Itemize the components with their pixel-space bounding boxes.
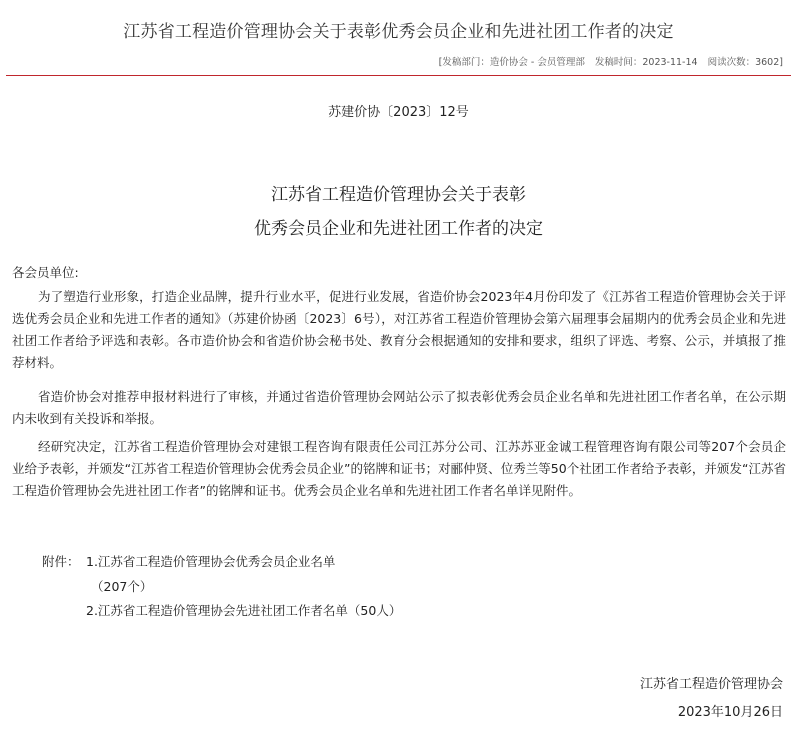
- attachment-item-2: 2.江苏省工程造价管理协会先进社团工作者名单（50人）: [86, 603, 402, 618]
- attachments-label: 附件：: [42, 554, 80, 569]
- body-paragraph: 为了塑造行业形象，打造企业品牌，提升行业水平，促进行业发展，省造价协会2023年4月份印发了《江苏省工程造价管理协会关于评选优秀会员企业和先进工作者的通知》（苏建价协函〔2023〕6号），对江苏省工程造价管理协会第六届理事会届期内的优秀会员企业和先进社团工作者给予评选和表彰。各市造价协会和省造价协会秘书处、教育分会根据通知的安排和要求，组织了评选、考察、公示，并填报了推荐材料。: [12, 289, 786, 370]
- meta-dept-value: 造价协会 - 会员管理部: [489, 57, 585, 68]
- article-meta: [439, 56, 783, 70]
- meta-views-label: 阅读次数：: [707, 57, 756, 68]
- salutation: 各会员单位:: [12, 265, 79, 280]
- document-heading-line-1: 江苏省工程造价管理协会关于表彰: [271, 185, 526, 205]
- body-paragraph: 经研究决定，江苏省工程造价管理协会对建银工程咨询有限责任公司江苏分公司、江苏苏亚金诚工程管理咨询有限公司等207个会员企业给予表彰，并颁发“江苏省工程造价管理协会优秀会员企业”的铭牌和证书；对郦仲贤、位秀兰等50个社团工作者给予表彰，并颁发“江苏省工程造价管理协会先进社团工作者”的铭牌和证书。优秀会员企业名单和先进社团工作者名单详见附件。: [12, 439, 786, 498]
- body-paragraph: 省造价协会对推荐申报材料进行了审核，并通过省造价管理协会网站公示了拟表彰优秀会员企业名单和先进社团工作者名单，在公示期内未收到有关投诉和举报。: [12, 389, 786, 426]
- meta-date-value: 2023-11-14: [642, 57, 698, 68]
- document-heading-line-2: 优秀会员企业和先进社团工作者的决定: [254, 219, 543, 239]
- title-divider: [6, 75, 791, 76]
- meta-dept-label: 发稿部门：: [442, 57, 490, 68]
- meta-date-label: 发稿时间：: [594, 57, 643, 68]
- meta-open-bracket: [: [438, 57, 443, 68]
- meta-close-bracket: ]: [779, 57, 783, 68]
- attachment-item-1: 1.江苏省工程造价管理协会优秀会员企业名单: [86, 554, 336, 569]
- page-title: 江苏省工程造价管理协会关于表彰优秀会员企业和先进社团工作者的决定: [123, 22, 674, 42]
- document-number: 苏建价协〔2023〕12号: [328, 105, 469, 120]
- signature-date: 2023年10月26日: [677, 705, 783, 720]
- signature-organization: 江苏省工程造价管理协会: [639, 677, 783, 692]
- attachment-item-1-count: （207个）: [91, 579, 153, 594]
- meta-views-value: 3602: [755, 57, 780, 68]
